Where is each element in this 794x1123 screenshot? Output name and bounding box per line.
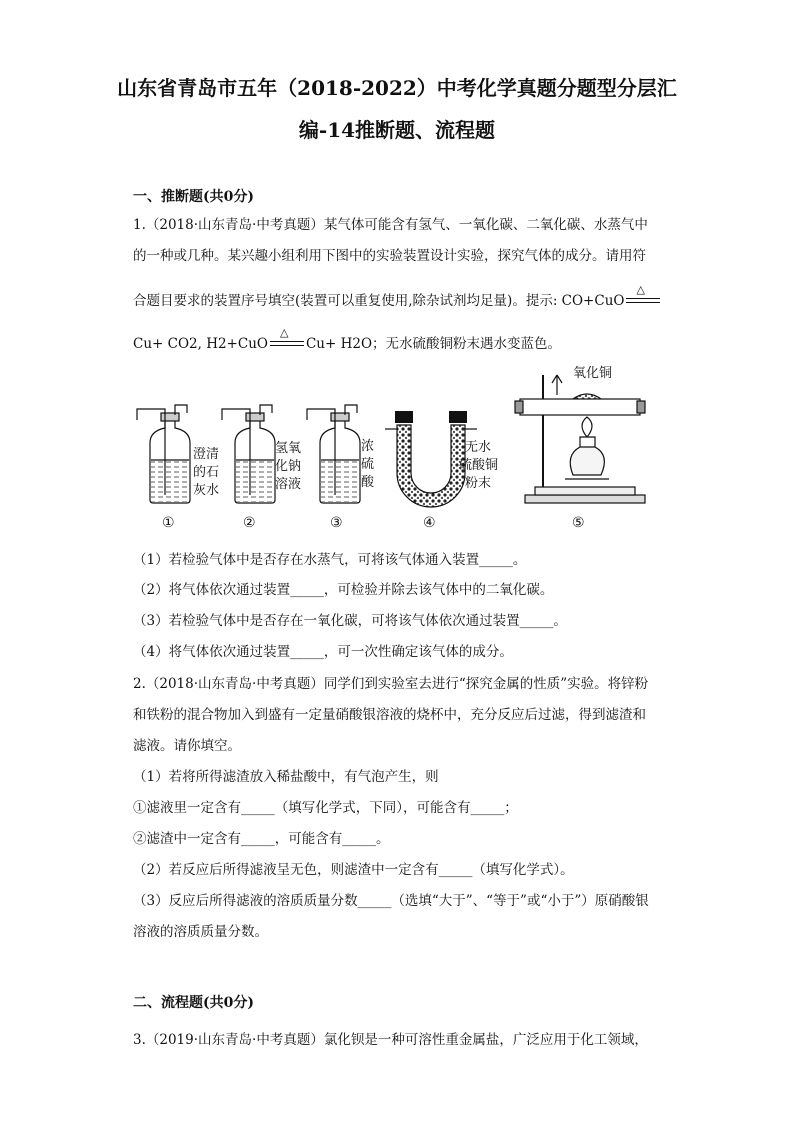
q1-line4a-text: Cu+ CO2, H2+CuO	[133, 336, 268, 352]
q1-sub3: （3）若检验气体中是否存在一氧化碳，可将该气体依次通过装置_____。	[133, 613, 567, 629]
q1-line2: 的一种或几种。某兴趣小组利用下图中的实验装置设计实验，探究气体的成分。请用符	[133, 248, 646, 264]
q1-line4	[133, 325, 562, 352]
number-1: ①	[162, 515, 175, 531]
utube-label-l3: 粉末	[465, 476, 492, 491]
q1-line3-text: 合题目要求的装置序号填空(装置可以重复使用,除杂试剂均足量)。提示: CO+CuO	[133, 293, 625, 309]
q3-line1: 3.（2019·山东青岛·中考真题）氯化钡是一种可溶性重金属盐，广泛应用于化工领域，	[133, 1032, 648, 1048]
bottle3-label-l2: 硫	[361, 457, 375, 472]
bottle2-label-l2: 化钠	[275, 459, 302, 474]
gas-washing-bottle-2	[222, 405, 275, 503]
reaction-condition-heat-2	[270, 325, 304, 352]
section1-heading: 一、推断题(共0分)	[133, 189, 254, 205]
utube-label-l2: 硫酸铜	[459, 458, 499, 473]
gas-washing-bottle-1	[137, 405, 190, 503]
number-5: ⑤	[572, 515, 585, 531]
q2-sub1a: ①滤液里一定含有_____（填写化学式，下同），可能含有_____；	[133, 800, 518, 816]
number-2: ②	[243, 515, 256, 531]
document-title-line1: 山东省青岛市五年（2018-2022）中考化学真题分题型分层汇	[117, 76, 677, 100]
document-title-line2: 编-14推断题、流程题	[298, 118, 496, 142]
q2-line2: 和铁粉的混合物加入到盛有一定量硝酸银溶液的烧杯中，充分反应后过滤，得到滤渣和	[133, 707, 646, 723]
heat-symbol: △	[636, 282, 645, 296]
number-4: ④	[423, 515, 436, 531]
q1-sub1: （1）若检验气体中是否存在水蒸气，可将该气体通入装置_____。	[133, 552, 527, 568]
q2-sub2: （2）若反应后所得滤液呈无色，则滤渣中一定含有_____（填写化学式）。	[133, 862, 574, 878]
q2-sub3a: （3）反应后所得滤液的溶质质量分数_____（选填“大于”、“等于”或“小于”）原硝酸银	[133, 893, 649, 909]
bottle2-label	[275, 441, 301, 492]
tube-label: 氧化铜	[573, 366, 613, 381]
bottle2-label-l1: 氢氧	[275, 441, 302, 456]
q1-line3	[133, 282, 662, 309]
reaction-condition-heat	[626, 282, 660, 309]
bottle1-label	[193, 446, 219, 498]
bottle1-label-l1: 澄清	[193, 447, 220, 462]
bottle3-label	[361, 439, 375, 490]
utube-label	[459, 439, 498, 491]
q2-sub1b: ②滤渣中一定含有_____，可能含有_____。	[133, 831, 390, 847]
utube-label-l1: 无水	[465, 440, 492, 455]
q2-sub1: （1）若将所得滤渣放入稀盐酸中，有气泡产生，则	[133, 769, 439, 785]
bottle2-label-l3: 溶液	[275, 477, 302, 492]
q2-line1: 2.（2018·山东青岛·中考真题）同学们到实验室去进行“探究金属的性质”实验。将锌粉	[133, 676, 649, 692]
section2-heading: 二、流程题(共0分)	[133, 995, 254, 1011]
bottle3-label-l3: 酸	[361, 475, 375, 490]
apparatus-figure	[125, 355, 655, 535]
q2-line3: 滤液。请你填空。	[133, 738, 241, 754]
gas-washing-bottle-3	[307, 405, 360, 503]
bottle1-label-l2: 的石	[193, 465, 220, 480]
q1-line4b-text: Cu+ H2O；无水硫酸铜粉末遇水变蓝色。	[305, 336, 562, 352]
bottle1-label-l3: 灰水	[193, 483, 220, 498]
q1-sub2: （2）将气体依次通过装置_____，可检验并除去该气体中的二氧化碳。	[133, 582, 554, 598]
q1-line1: 1.（2018·山东青岛·中考真题）某气体可能含有氢气、一氧化碳、二氧化碳、水蒸气中	[133, 217, 648, 233]
apparatus-numbers	[162, 515, 585, 531]
q2-sub3b: 溶液的溶质质量分数。	[133, 924, 268, 940]
number-3: ③	[330, 515, 343, 531]
heat-symbol-2: △	[279, 325, 289, 339]
bottle3-label-l1: 浓	[361, 439, 375, 454]
combustion-tube-apparatus	[515, 375, 645, 503]
q1-sub4: （4）将气体依次通过装置_____，可一次性确定该气体的成分。	[133, 644, 513, 660]
